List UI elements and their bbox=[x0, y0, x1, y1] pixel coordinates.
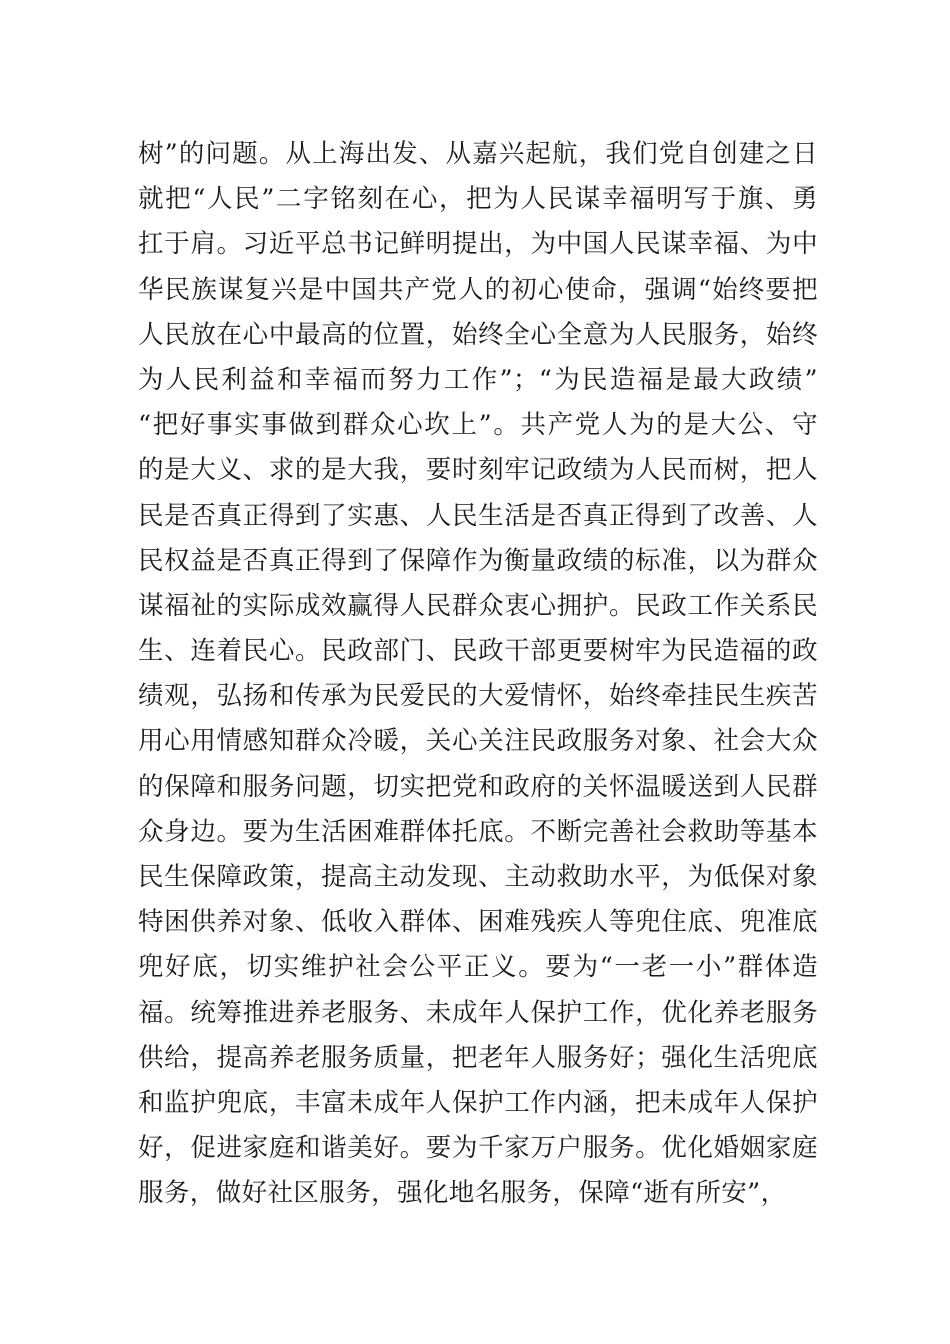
text-line: 服务，做好社区服务，强化地名服务，保障“逝有所安”， bbox=[138, 1178, 787, 1209]
text-line: 用心用情感知群众冷暖，关心关注民政服务对象、社会大众 bbox=[138, 726, 818, 757]
text-line: 的是大义、求的是大我，要时刻牢记政绩为人民而树，把人 bbox=[138, 455, 818, 486]
text-line: 为人民利益和幸福而努力工作”；“为民造福是最大政绩” bbox=[138, 364, 818, 395]
text-line: 民是否真正得到了实惠、人民生活是否真正得到了改善、人 bbox=[138, 500, 818, 531]
text-line: 福。统筹推进养老服务、未成年人保护工作，优化养老服务 bbox=[138, 997, 818, 1028]
text-line: 民权益是否真正得到了保障作为衡量政绩的标准，以为群众 bbox=[138, 545, 818, 576]
text-line: 谋福祉的实际成效赢得人民群众衷心拥护。民政工作关系民 bbox=[138, 590, 818, 621]
text-line: 特困供养对象、低收入群体、困难残疾人等兜住底、兜准底 bbox=[138, 907, 818, 938]
text-line: 民生保障政策，提高主动发现、主动救助水平，为低保对象 bbox=[138, 862, 818, 892]
text-line: 树”的问题。从上海出发、从嘉兴起航，我们党自创建之日 bbox=[138, 139, 818, 169]
body-text bbox=[138, 132, 818, 1217]
text-line: 人民放在心中最高的位置，始终全心全意为人民服务，始终 bbox=[138, 319, 818, 350]
text-line: 生、连着民心。民政部门、民政干部更要树牢为民造福的政 bbox=[138, 636, 818, 667]
text-line: 和监护兜底，丰富未成年人保护工作内涵，把未成年人保护 bbox=[138, 1087, 818, 1118]
text-line: 扛于肩。习近平总书记鲜明提出，为中国人民谋幸福、为中 bbox=[138, 229, 818, 260]
text-line: “把好事实事做到群众心坎上”。共产党人为的是大公、守 bbox=[138, 410, 818, 441]
text-line: 众身边。要为生活困难群体托底。不断完善社会救助等基本 bbox=[138, 816, 818, 847]
text-line: 绩观，弘扬和传承为民爱民的大爱情怀，始终牵挂民生疾苦 bbox=[138, 681, 818, 712]
text-line: 华民族谋复兴是中国共产党人的初心使命，强调“始终要把 bbox=[138, 274, 818, 305]
text-line: 的保障和服务问题，切实把党和政府的关怀温暖送到人民群 bbox=[138, 771, 818, 802]
text-line: 兜好底，切实维护社会公平正义。要为“一老一小”群体造 bbox=[138, 952, 818, 983]
text-line: 好，促进家庭和谐美好。要为千家万户服务。优化婚姻家庭 bbox=[138, 1133, 818, 1164]
text-line: 就把“人民”二字铭刻在心，把为人民谋幸福明写于旗、勇 bbox=[138, 184, 818, 215]
text-line: 供给，提高养老服务质量，把老年人服务好；强化生活兜底 bbox=[138, 1042, 818, 1073]
